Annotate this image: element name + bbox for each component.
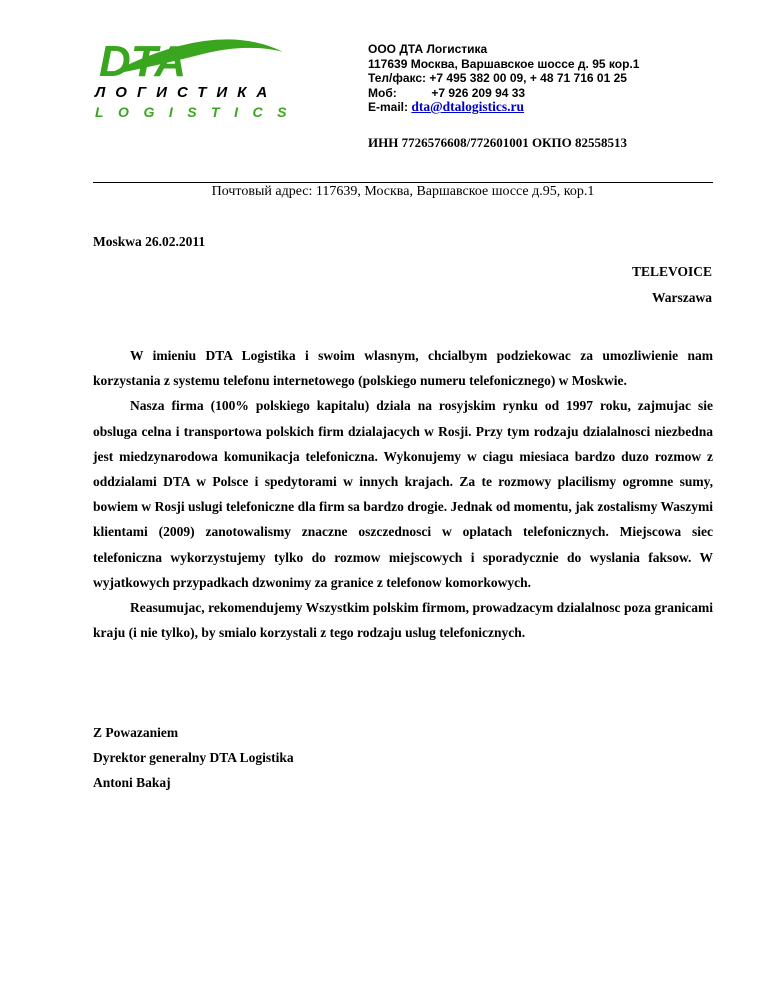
letter-body xyxy=(93,343,713,645)
inn-okpo-line: ИНН 7726576608/772601001 ОКПО 82558513 xyxy=(368,135,627,150)
postal-address: Почтовый адрес: 117639, Москва, Варшавское шоссе д.95, кор.1 xyxy=(211,184,595,199)
paragraph-1: W imieniu DTA Logistika i swoim wlasnym, chcialbym podziekowac za umozliwienie nam korzystania z systemu telefonu internetowego (polskiego numeru telefonicznego) w Moskwie. xyxy=(93,348,713,389)
signer-name: Antoni Bakaj xyxy=(93,775,171,790)
paragraph-2: Nasza firma (100% polskiego kapitalu) dziala na rosyjskim rynku od 1997 roku, zajmujac sie obsluga celna i transportowa polskich firm dzialajacych w Rosji. Przy tym rodzaju dzialalnosci niezbedna jest miedzynarodowa komunikacja telefoniczna. Wykonujemy w ciagu miesiaca bardzo duzo rozmow z oddzialami DTA w Polsce i spedytorami w innych krajach. Za te rozmowy placilismy ogromne sumy, bowiem w Rosji uslugi telefoniczne dla firm sa bardzo drogie. Jednak od momentu, jak zostalismy Waszymi klientami (2009) zanotowalismy znaczne oszczednosci w oplatach telefonicznych. Miejscowa siec telefoniczna wykorzystujemy tylko do rozmow miejscowych i sporadycznie do wyslania faksow. W wyjatkowych przypadkach dzwonimy za granice z telefonow komorkowych. xyxy=(93,398,713,590)
company-phone xyxy=(368,71,639,86)
paragraph-3: Reasumujac, rekomendujemy Wszystkim polskim firmom, prowadzacym dzialalnosc poza granicami kraju (i nie tylko), by smialo korzystali z tego rodzaju uslug telefonicznych. xyxy=(93,600,713,641)
company-name: ООО ДТА Логистика xyxy=(368,42,488,56)
signer-title: Dyrektor generalny DTA Logistika xyxy=(93,750,294,765)
header-divider xyxy=(93,182,713,183)
company-mobile xyxy=(368,86,639,101)
mobile-label: Моб: xyxy=(368,85,397,100)
logo-wordmark-icon xyxy=(95,36,295,86)
recipient-block xyxy=(632,259,712,311)
recipient-name: TELEVOICE xyxy=(631,264,712,279)
phone-label: Тел/факс: xyxy=(368,71,427,85)
company-logo xyxy=(95,36,301,126)
place-date: Moskwa 26.02.2011 xyxy=(93,234,206,249)
closing: Z Powazaniem xyxy=(93,725,179,740)
company-address: 117639 Москва, Варшавское шоссе д. 95 кор.1 xyxy=(368,56,640,71)
company-email xyxy=(368,100,639,115)
email-link[interactable]: dta@dtalogistics.ru xyxy=(411,99,525,114)
logo-english-text: LOGISTICS xyxy=(95,104,301,120)
email-label: E-mail: xyxy=(368,100,409,114)
signature-block xyxy=(93,720,294,795)
recipient-city: Warszawa xyxy=(652,290,712,305)
logo-wordmark: DTA xyxy=(99,37,187,86)
logo-russian-text: ЛОГИСТИКА xyxy=(95,84,278,101)
mobile-value: +7 926 209 94 33 xyxy=(431,85,526,100)
company-details xyxy=(368,42,639,115)
phone-value: +7 495 382 00 09, + 48 71 716 01 25 xyxy=(429,71,627,85)
